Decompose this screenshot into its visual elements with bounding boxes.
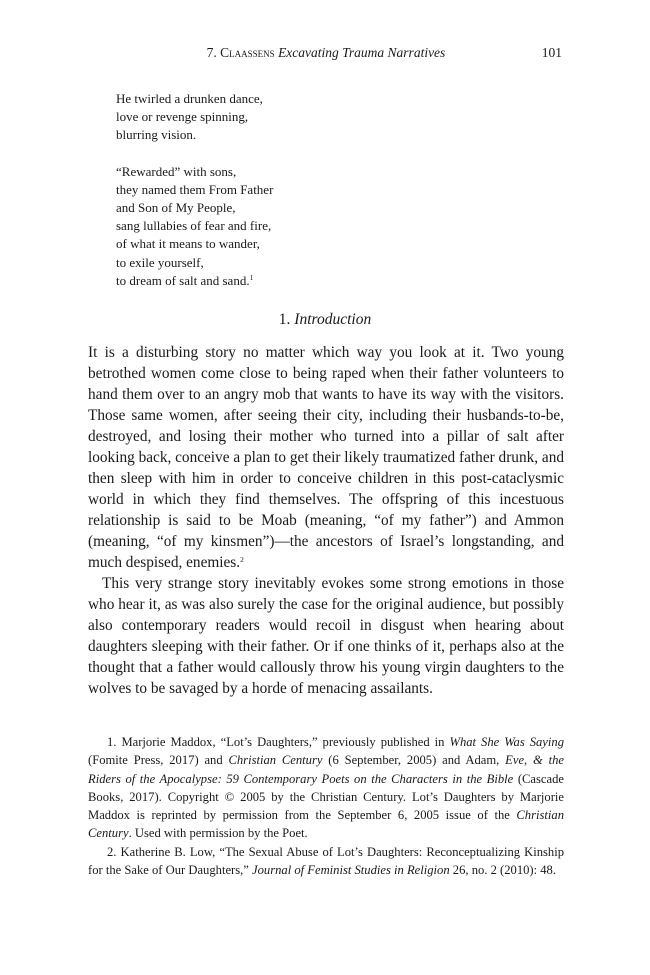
running-head-text [88, 45, 564, 61]
poem-stanza-1 [116, 90, 273, 145]
footnote-ref-2[interactable]: 2 [240, 555, 244, 564]
footnote-text: (Fomite Press, 2017) and [88, 753, 229, 768]
poem-line-text: to dream of salt and sand. [116, 272, 250, 288]
poem-line: they named them From Father [116, 181, 274, 197]
poem-line: and Son of My People, [116, 200, 236, 216]
poem-line: “Rewarded” with sons, [116, 163, 237, 179]
footnote-text: . Used with permission by the Poet. [128, 826, 308, 841]
footnote-italic-title: Christian Century [228, 753, 323, 768]
footnote-text: (Cascade Books, 2017). Copyright © 2005 by the Christian Century. Lot’s Daughters by Marjorie Maddox is reprinted by permission from the September 6, 2005 issue of the [88, 771, 564, 823]
running-head-author: Claassens [220, 45, 275, 60]
poem-line-last [116, 272, 273, 290]
footnote-text: 26, no. 2 (2010): 48. [449, 863, 556, 878]
footnote-number: 1. [107, 735, 117, 749]
footnote-2 [88, 843, 564, 880]
body-text [88, 342, 564, 699]
poem-line: of what it means to wander, [116, 236, 260, 252]
running-head-section: 7. [206, 45, 217, 60]
footnotes [88, 733, 564, 879]
poem-line: to exile yourself, [116, 254, 204, 270]
footnote-italic-title: Journal of Feminist Studies in Religion [252, 863, 450, 878]
footnote-number: 2. [107, 844, 117, 859]
footnote-text: Marjorie Maddox, “Lot’s Daughters,” previously published in [121, 735, 450, 749]
footnote-italic-title: Eve, & the Riders of the Apocalypse: 59 Contemporary Poets on the Characters in the Bible [88, 753, 564, 786]
body-paragraph-1 [88, 342, 564, 573]
poem-line: He twirled a drunken dance, [116, 91, 263, 106]
section-title: Introduction [294, 311, 372, 328]
page-number: 101 [541, 45, 562, 60]
footnote-ref-1[interactable]: 1 [249, 272, 254, 282]
epigraph-poem [116, 90, 273, 290]
running-head [88, 45, 564, 65]
poem-line: love or revenge spinning, [116, 109, 249, 125]
body-paragraph-2: This very strange story inevitably evokes some strong emotions in those who hear it, as was also surely the case for the original audience, but possibly also contemporary readers would recoil in disgust when hearing about daughters sleeping with their father. Or if one thinks of it, perhaps also at the thought that a father would callously throw his young virgin daughters to the wolves to be savaged by a horde of menacing assailants. [88, 575, 564, 697]
footnote-italic-title: Christian Century [88, 808, 564, 841]
section-number: 1. [278, 311, 291, 328]
section-heading [0, 311, 650, 329]
poem-line: sang lullabies of fear and fire, [116, 218, 272, 234]
footnote-text: (6 September, 2005) and Adam, [322, 753, 506, 768]
body-paragraph-1-text: It is a disturbing story no matter which way you look at it. Two young betrothed women come close to being raped when their father volunteers to hand them over to an angry mob that wants to have its way with the visitors. Those same women, after seeing their city, including their husbands-to-be, destroyed, and losing their mother who turned into a pillar of salt after looking back, conceive a plan to get their likely traumatized father drunk, and then sleep with him in order to conceive children in this post-cataclysmic world in which they find themselves. The offspring of this incestuous relationship is said to be Moab (meaning, “of my father”) and Ammon (meaning, “of my kinsmen”)—the ancestors of Israel’s longstanding, and much despised, enemies. [88, 344, 564, 571]
footnote-1 [88, 733, 564, 843]
running-head-title: Excavating Trauma Narratives [278, 45, 446, 60]
poem-line: blurring vision. [116, 127, 197, 143]
footnote-italic-title: What She Was Saying [449, 735, 564, 749]
footnote-text: Katherine B. Low, “The Sexual Abuse of Lot’s Daughters: Reconceptualizing Kinship for the Sake of Our Daughters,” [88, 844, 564, 878]
poem-stanza-2 [116, 163, 273, 290]
